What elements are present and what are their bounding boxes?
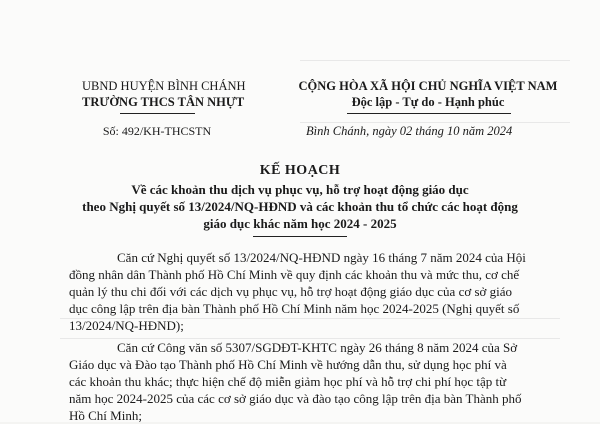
subject-line-1: Về các khoản thu dịch vụ phục vụ, hỗ trợ hoạt động giáo dục: [131, 182, 469, 197]
paragraph-2-line: năm học 2024-2025 của các cơ sở giáo dục và đào tạo công lập trên địa bàn Thành phố: [69, 391, 522, 406]
title-underline: [253, 236, 347, 237]
subject-line-2: theo Nghị quyết số 13/2024/NQ-HĐND và các khoản thu tổ chức các hoạt động: [82, 199, 518, 214]
paragraph-1-line: quản lý thu chi đối với các dịch vụ phục vụ, hỗ trợ hoạt động giáo dục của cơ sở giáo: [69, 284, 513, 299]
place-date: Bình Chánh, ngày 02 tháng 10 năm 2024: [306, 124, 513, 138]
national-motto: Độc lập - Tự do - Hạnh phúc: [351, 95, 505, 109]
paragraph-1-line: dục công lập trên địa bàn Thành phố Hồ Chí Minh năm học 2024-2025 (Nghị quyết số: [69, 301, 520, 316]
document-type-heading: KẾ HOẠCH: [259, 163, 341, 178]
subject-line-3: giáo dục khác năm học 2024 - 2025: [203, 216, 397, 231]
issuer-authority: UBND HUYỆN BÌNH CHÁNH: [82, 79, 246, 93]
bleed-through-rule: [300, 122, 570, 123]
bleed-through-rule: [300, 60, 570, 61]
issuer-underline: [120, 113, 195, 114]
paragraph-2-line: Căn cứ Công văn số 5307/SGDĐT-KHTC ngày 26 tháng 8 năm 2024 của Sở: [117, 340, 518, 355]
motto-underline: [347, 113, 511, 114]
paragraph-1-line: Căn cứ Nghị quyết số 13/2024/NQ-HĐND ngày 16 tháng 7 năm 2024 của Hội: [117, 250, 526, 265]
bleed-through-rule: [60, 338, 560, 339]
paragraph-1-line: đồng nhân dân Thành phố Hồ Chí Minh về quy định các khoản thu và mức thu, cơ chế: [69, 267, 520, 282]
national-title: CỘNG HÒA XÃ HỘI CHỦ NGHĨA VIỆT NAM: [298, 79, 558, 93]
paragraph-2-line: các khoản thu khác; thực hiện chế độ miễn giảm học phí và hỗ trợ chi phí học tập từ: [69, 374, 507, 389]
paragraph-1-line: 13/2024/NQ-HĐND);: [69, 318, 184, 333]
issuer-school: TRƯỜNG THCS TÂN NHỰT: [82, 95, 245, 109]
paragraph-2-line: Hồ Chí Minh;: [69, 408, 142, 423]
paragraph-2-line: Giáo dục và Đào tạo Thành phố Hồ Chí Minh về hướng dẫn thu, sử dụng học phí và: [69, 357, 507, 372]
document-number: Số: 492/KH-THCSTN: [102, 124, 212, 138]
